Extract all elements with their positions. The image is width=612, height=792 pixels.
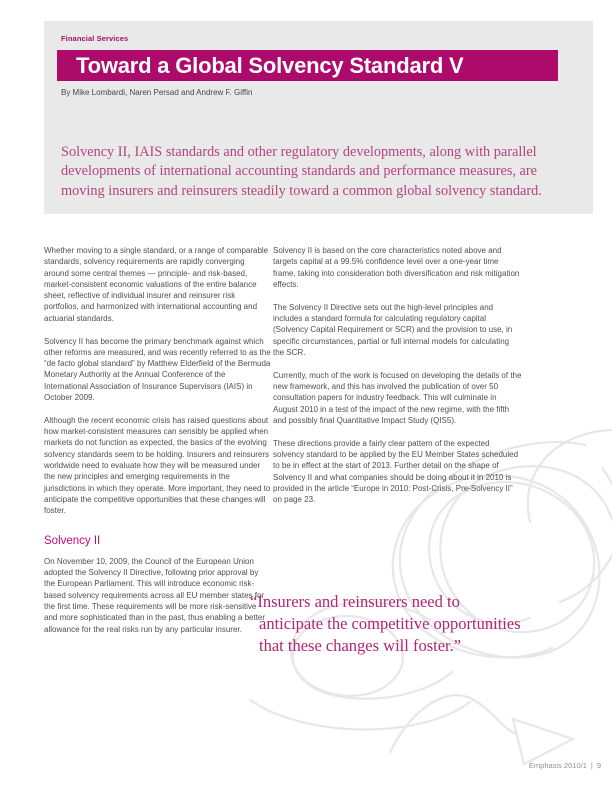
pull-quote-line: “Insurers and reinsurers need to	[250, 592, 460, 611]
arrow-shaft-icon	[390, 695, 516, 752]
section-heading-solvency-ii: Solvency II	[44, 534, 101, 547]
right-column-paragraphs	[273, 245, 522, 505]
journal-issue-label: Emphasis 2010/1	[528, 761, 587, 770]
left-column-paragraphs	[44, 245, 271, 517]
body-paragraph: Whether moving to a single standard, or a range of comparable standards, solvency requirements are rapidly converging around some central themes — principle- and risk-based, market-consistent economic valuations of the entire balance sheet, reflective of individual insurer and reinsurer risk portfolios, and harmonized with international accounting and actuarial standards.	[44, 246, 269, 323]
pull-quote-line: anticipate the competitive opportunities	[259, 614, 521, 633]
article-header	[44, 21, 593, 214]
left-column	[44, 245, 271, 646]
pull-quote-line: that these changes will foster.”	[259, 636, 462, 655]
body-paragraph: Solvency II has become the primary benchmark against which other reforms are measured, and was recently referred to as the “de facto global standard” by Matthew Elderfield of the Bermuda Monetary Authority at the Annual Conference of the International Association of Insurance Supervisors (IAIS) in October 2009.	[44, 336, 271, 403]
byline: By Mike Lombardi, Naren Persad and Andrew F. Giffin	[61, 88, 253, 97]
footer-separator: |	[590, 761, 593, 770]
body-paragraph: Although the recent economic crisis has raised questions about how market-consistent measures can sensibly be applied when markets do not function as expected, the basics of the evolving solvency standards seem to be holding. Insurers and reinsurers worldwide need to evaluate how they will be measured under the new principles and emerging requirements in the jurisdictions in which they operate. More important, they need to anticipate the competitive opportunities that these changes will foster.	[44, 415, 271, 516]
body-paragraph: The Solvency II Directive sets out the high-level principles and includes a standard formula for calculating regulatory capital (Solvency Capital Requirement or SCR) and the provision to use, in specific circumstances, partial or full internal models for calculating the SCR.	[273, 302, 513, 357]
right-column	[273, 245, 522, 517]
intro-paragraph: Solvency II, IAIS standards and other regulatory developments, along with parallel developments of international accounting standards and performance measures, are moving insurers and reinsurers steadily toward a common global solvency standard.	[61, 144, 542, 199]
section-kicker: Financial Services	[61, 34, 129, 43]
arrow-head-icon	[513, 719, 573, 764]
body-paragraph: Solvency II is based on the core characteristics noted above and targets capital at a 99.5% confidence level over a one-year time frame, taking into consideration both diversification and risk mitigation effects.	[273, 246, 520, 289]
pull-quote	[250, 591, 576, 657]
article-title: Toward a Global Solvency Standard V	[76, 52, 464, 78]
page-footer	[529, 761, 601, 770]
page-number: 9	[596, 761, 601, 770]
body-paragraph: These directions provide a fairly clear pattern of the expected solvency standard to be applied by the EU Member States scheduled to be in effect at the start of 2013. Further detail on the shape of Solvency II and what companies should be doing about it in 2010 is provided in the article “Europe in 2010: Post-Crisis, Pre-Solvency II” on page 23.	[273, 438, 519, 505]
title-banner	[57, 50, 558, 81]
body-paragraph: Currently, much of the work is focused on developing the details of the new framework, and this has involved the publication of over 50 consultation papers for industry feedback. This will culminate in August 2010 in a test of the impact of the new regime, with the fifth and possibly final Quantitative Impact Study (QIS5).	[273, 370, 522, 425]
body-paragraph: On November 10, 2009, the Council of the European Union adopted the Solvency II Directive, following prior approval by the European Parliament. This will introduce economic risk-based solvency requirements across all EU member states for the first time. These requirements will be more risk-sensitive and more sophisticated than in the past, thus enabling a better allowance for the real risks run by any particular insurer.	[44, 556, 266, 634]
left-column-paragraphs-after-heading	[44, 556, 271, 635]
